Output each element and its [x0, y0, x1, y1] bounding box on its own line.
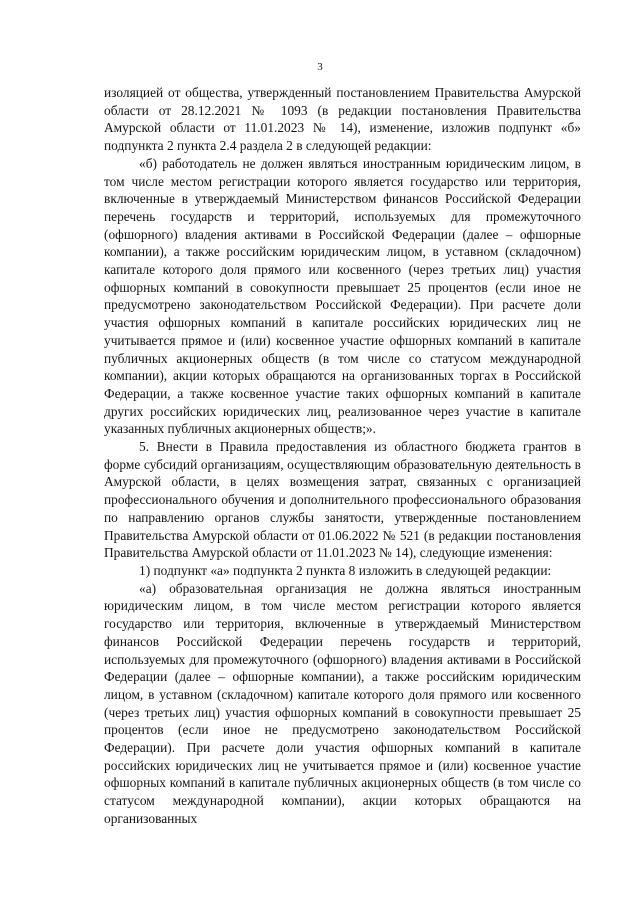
paragraph-subitem-b: «б) работодатель не должен являться иностранным юридическим лицом, в том числе местом регистрации которого является государство или территория, включенные в утверждаемый Министерством финансов Российской Федерации перечень государств и территорий, используемых для промежуточного (офшорного) владения активами в Российской Федерации (далее – офшорные компании), а также российским юридическим лицом, в уставном (складочном) капитале которого доля прямого или косвенного (через третьих лиц) участия офшорных компаний в совокупности превышает 25 процентов (если иное не предусмотрено законодательством Российской Федерации). При расчете доли участия офшорных компаний в капитале российских юридических лиц не учитывается прямое и (или) косвенное участие офшорных компаний в капитале публичных акционерных обществ (в том числе со статусом международной компании), акции которых обращаются на организованных торгах в Российской Федерации, а также косвенное участие таких офшорных компаний в капитале других российских юридических лиц, реализованное через участие в капитале указанных публичных акционерных обществ;». [104, 155, 581, 437]
paragraph-subitem-1: 1) подпункт «а» подпункта 2 пункта 8 изложить в следующей редакции: [139, 562, 552, 578]
page-number: 3 [317, 61, 323, 73]
paragraph-subitem-a: «а) образовательная организация не должна являться иностранным юридическим лицом, в том числе местом регистрации которого является государство или территория, включенные в утверждаемый Министерством финансов Российской Федерации перечень государств и территорий, используемых для промежуточного (офшорного) владения активами в Российской Федерации (далее – офшорные компании), а также российским юридическим лицом, в уставном (складочном) капитале которого доля прямого или косвенного (через третьих лиц) участия офшорных компаний в совокупности превышает 25 процентов (если иное не предусмотрено законодательством Российской Федерации). При расчете доли участия офшорных компаний в капитале российских юридических лиц не учитывается прямое и (или) косвенное участие офшорных компаний в капитале публичных акционерных обществ (в том числе со статусом международной компании), акции которых обращаются на организованных [104, 580, 581, 826]
paragraph-continuation: изоляцией от общества, утвержденный постановлением Правительства Амурской области от 28.12.2021 № 1093 (в редакции постановления Правительства Амурской области от 11.01.2023 № 14), изменение, изложив подпункт «б» подпункта 2 пункта 2.4 раздела 2 в следующей редакции: [104, 85, 581, 154]
document-body [104, 84, 581, 828]
paragraph-item-5: 5. Внести в Правила предоставления из областного бюджета грантов в форме субсидий организациям, осуществляющим образовательную деятельность в Амурской области, в целях возмещения затрат, связанных с организацией профессионального обучения и дополнительного профессионального образования по направлению органов службы занятости, утвержденные постановлением Правительства Амурской области от 01.06.2022 № 521 (в редакции постановления Правительства Амурской области от 11.01.2023 № 14), следующие изменения: [104, 439, 581, 561]
